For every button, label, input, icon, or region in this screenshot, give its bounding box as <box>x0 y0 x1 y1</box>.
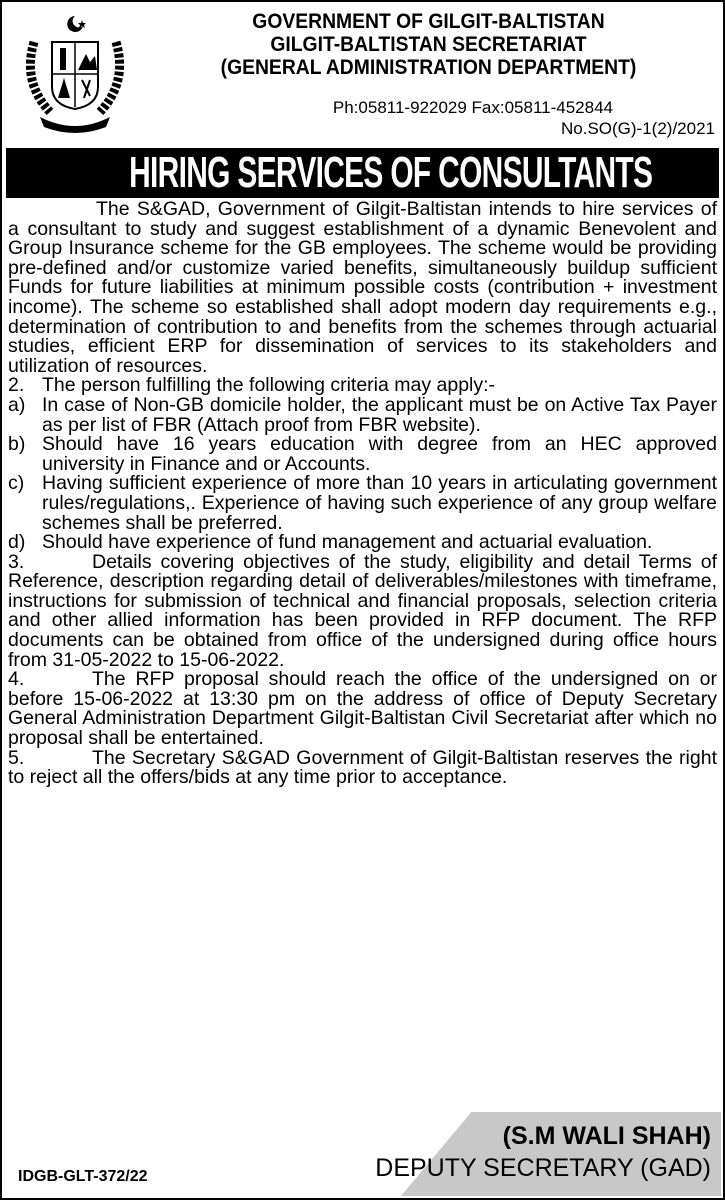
contact-numbers: Ph:05811-922029 Fax:05811-452844 <box>332 98 613 117</box>
notice-body <box>8 200 717 788</box>
criteria-item: a) In case of Non-GB domicile holder, the applicant must be on Active Tax Payer as per list of FBR (Attach proof from FBR website). <box>8 393 717 436</box>
reference-number: No.SO(G)-1(2)/2021 <box>561 119 715 138</box>
letterhead <box>142 10 715 79</box>
paragraph-3: 3. Details covering objectives of the study, eligibility and detail Terms of Reference, description regarding detail of deliverables/milestones with timeframe, instructions for submission of technical and financial proposals, selection criteria and other allied information has been provided in RFP document. The RFP documents can be obtained from office of the undersigned during office hours from 31-05-2022 to 15-06-2022. <box>8 550 717 671</box>
government-emblem-icon <box>20 12 130 137</box>
criteria-item: b) Should have 16 years education with degree from an HEC approved university in Finance and or Accounts. <box>8 433 717 475</box>
header-secretariat: GILGIT-BALTISTAN SECRETARIAT <box>270 33 587 56</box>
criteria-item: d) Should have experience of fund management and actuarial evaluation. <box>8 531 653 554</box>
paragraph-5: 5. The Secretary S&GAD Government of Gilgit-Baltistan reserves the right to reject all the offers/bids at any time prior to acceptance. <box>8 746 717 789</box>
page-title: HIRING SERVICES OF CONSULTANTS <box>129 148 653 197</box>
title-banner <box>6 148 719 198</box>
paragraph-2: 2. The person fulfilling the following criteria may apply:- <box>8 374 496 397</box>
paragraph-4: 4. The RFP proposal should reach the office of the undersigned on or before 15-06-2022 at 13:30 pm on the address of office of Deputy Secretary General Administration Department Gilgit-Baltistan Civil Secretariat after which no proposal shall be entertained. <box>8 668 717 750</box>
header-government: GOVERNMENT OF GILGIT-BALTISTAN <box>252 10 605 33</box>
signatory-designation: DEPUTY SECRETARY (GAD) <box>375 1154 711 1182</box>
signatory-name: (S.M WALI SHAH) <box>502 1122 711 1150</box>
criteria-item: c) Having sufficient experience of more than 10 years in articulating government rules/regulations,. Experience of having such experience of any group welfare schemes shall be preferred. <box>8 472 717 534</box>
header-department: (GENERAL ADMINISTRATION DEPARTMENT) <box>220 56 637 79</box>
ad-code: IDGB-GLT-372/22 <box>18 1168 148 1185</box>
intro-paragraph: The S&GAD, Government of Gilgit-Baltistan intends to hire services of a consultant to study and suggest establishment of a dynamic Benevolent and Group Insurance scheme for the GB employees. The scheme would be providing pre-defined and/or customize varied benefits, simultaneously buildup sufficient Funds for future liabilities at minimum possible costs (contribution + investment income). The scheme so established shall adopt modern day requirements e.g., determination of contribution to and benefits from the schemes through actuarial studies, efficient ERP for dissemination of services to its stakeholders and utilization of resources. <box>8 198 717 377</box>
